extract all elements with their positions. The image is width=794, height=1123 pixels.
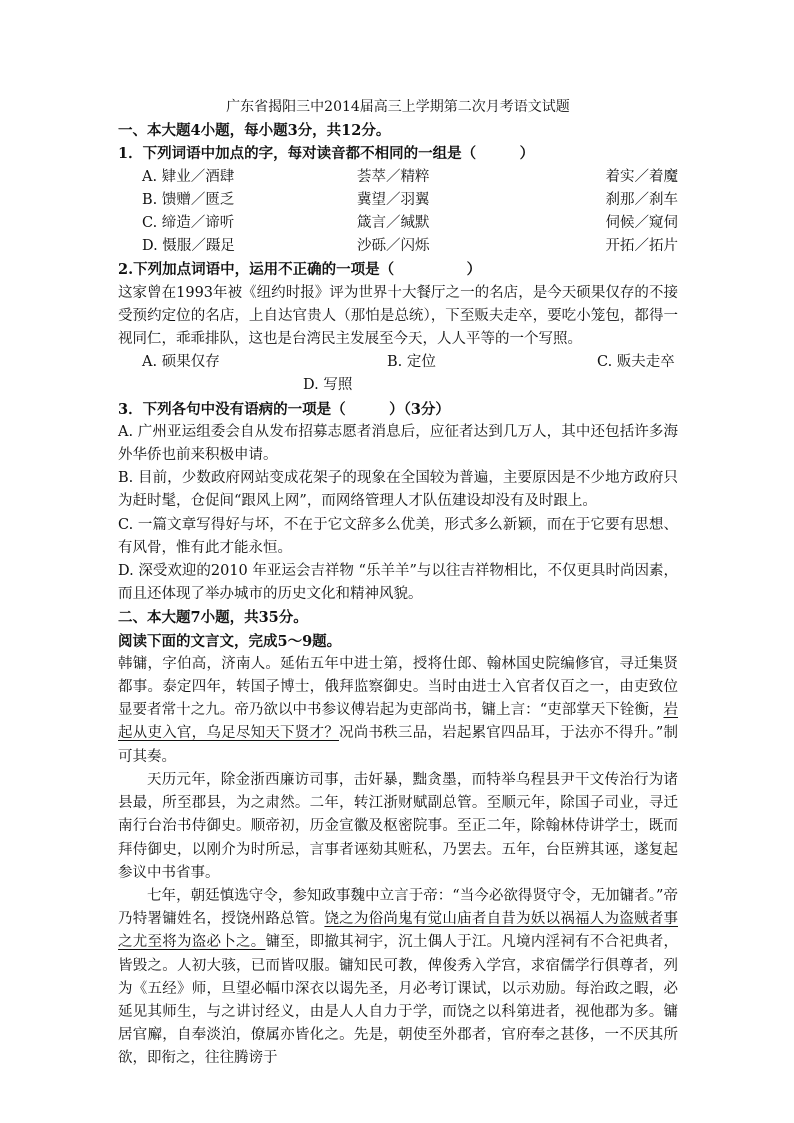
q3-option-a: A. 广州亚运组委会自从发布招募志愿者消息后，应征者达到几万人，其中还包括许多海外华侨也前来积极申请。 [118, 423, 678, 464]
q3-stem: 3．下列各句中没有语病的一项是（ ）（3分） [118, 400, 450, 418]
q3-option-b: B. 目前，少数政府网站变成花架子的现象在全国较为普遍，主要原因是不少地方政府只为赶时髦，仓促间“跟风上网”，而网络管理人才队伍建设却没有及时跟上。 [118, 470, 678, 510]
q2-options [118, 351, 678, 374]
q1-option-d-col1: D. 慑服／蹑足 [142, 238, 235, 255]
q1-option-row [118, 212, 678, 235]
passage-paragraph-2: 天历元年，除金浙西廉访司事，击奸暴，黜贪墨，而特举乌程县尹干文传治行为诸县最，所至郡县，为之肃然。二年，转江浙财赋副总管。至顺元年，除国子司业，寻迁南行台治书侍御史。顺帝初，历金宣徽及枢密院事。至正二年，除翰林侍讲学士，既而拜侍御史，以刚介为时所忌，言事者诬劾其赃私，乃罢去。五年，台臣辨其诬，遂复起参议中书省事。 [118, 771, 678, 881]
q1-option-row [118, 235, 678, 258]
q2-text: 这家曾在1993年被《纽约时报》评为世界十大餐厅之一的名店，是今天硕果仅存的不接受预约定位的名店，上自达官贵人（那怕是总统），下至贩夫走卒，要吃小笼包，都得一视同仁，乖乖排队，这也是台湾民主发展至今天，人人平等的一个写照。 [118, 284, 678, 348]
q3-option-d: D. 深受欢迎的2010 年亚运会吉祥物 “乐羊羊”与以往吉祥物相比，不仅更具时尚因素，而且还体现了举办城市的历史文化和精神风貌。 [118, 563, 678, 603]
q1-option-b-col1: B. 馈赠／匮乏 [142, 191, 235, 208]
q1-option-d-col2: 沙砾／闪烁 [357, 238, 430, 255]
q2-stem: 2.下列加点词语中，运用不正确的一项是（ ） [118, 261, 482, 279]
reading-intro: 阅读下面的文言文，完成5～9题。 [118, 632, 342, 650]
passage-p1-text-end: 况尚书秩三品，岩起累官四品耳，于法亦不得升。”制可其奏。 [118, 725, 678, 765]
q1-option-b-col3: 刹那／刹车 [605, 191, 678, 208]
q1-option-row [118, 189, 678, 212]
q1-option-a-col2: 荟萃／精粹 [357, 168, 430, 185]
q1-option-b-col2: 冀望／羽翼 [357, 191, 430, 208]
section2-heading: 二、本大题7小题，共35分。 [118, 609, 308, 627]
q1-option-c-col1: C. 缔造／谛听 [142, 215, 235, 232]
q1-option-a-col1: A. 肄业／酒肆 [142, 168, 235, 185]
passage-p1-text: 韩镛，字伯高，济南人。延佑五年中进士第，授将仕郎、翰林国史院编修官，寻迁集贤都事。泰定四年，转国子博士，俄拜监察御史。当时由进士入官者仅百之一，由吏致位显要者常十之九。帝乃欲以中书参议傅岩起为吏部尚书，镛上言：“吏部掌天下铨衡， [118, 655, 678, 719]
q2-option-a: A. 硕果仅存 [142, 354, 220, 371]
q1-option-d-col3: 开拓／拓片 [605, 238, 678, 255]
passage-paragraph-1 [118, 653, 678, 769]
passage-paragraph-3 [118, 885, 678, 1071]
exam-page [118, 96, 678, 1071]
passage-p3-underlined: 饶之为俗尚鬼有觉山庙者自昔为妖以祸福人为盗贼者事之尤至将为盗必卜之。 [118, 911, 678, 951]
exam-title: 广东省揭阳三中2014届高三上学期第二次月考语文试题 [226, 99, 570, 115]
passage-p3-text: 七年，朝廷慎选守令，参知政事魏中立言于帝：“当今必欲得贤守令，无加镛者。”帝乃特署镛姓名，授饶州路总管。 [118, 887, 678, 928]
passage-p1-underlined: 岩起从吏入官，乌足尽知天下贤才？ [118, 702, 678, 742]
q1-stem: 1．下列词语中加点的字，每对读音都不相同的一组是（ ） [118, 145, 535, 163]
q2-option-d: D. 写照 [303, 377, 353, 394]
q1-option-c-col2: 箴言／缄默 [357, 215, 430, 232]
section1-heading: 一、本大题4小题，每小题3分，共12分。 [118, 122, 391, 140]
q2-option-c: C. 贩夫走卒 [597, 354, 675, 371]
q2-option-b: B. 定位 [387, 354, 436, 371]
q1-option-a-col3: 着实／着魔 [605, 168, 678, 185]
q1-option-c-col3: 伺候／窥伺 [605, 215, 678, 232]
q3-option-c: C. 一篇文章写得好与坏，不在于它文辞多么优美，形式多么新颖，而在于它要有思想、有风骨，惟有此才能永恒。 [118, 516, 678, 556]
q1-option-row [118, 166, 678, 189]
passage-p3-text-end: 镛至，即撤其祠宇，沉土偶人于江。凡境内淫祠有不合祀典者，皆毁之。人初大骇，已而皆叹服。镛知民可教，俾俊秀入学宫，求宿儒学行俱尊者，列为《五经》师，旦望必幅巾深衣以谒先圣，月必考订课试，以示劝励。每治政之暇，必延见其师生，与之讲讨经义，由是人人自力于学，而饶之以科第进者，视他郡为多。镛居官廨，自奉淡泊，僚属亦皆化之。先是，朝使至外郡者，官府奉之甚侈，一不厌其所欲，即衔之，往往腾谤于 [118, 934, 679, 1067]
